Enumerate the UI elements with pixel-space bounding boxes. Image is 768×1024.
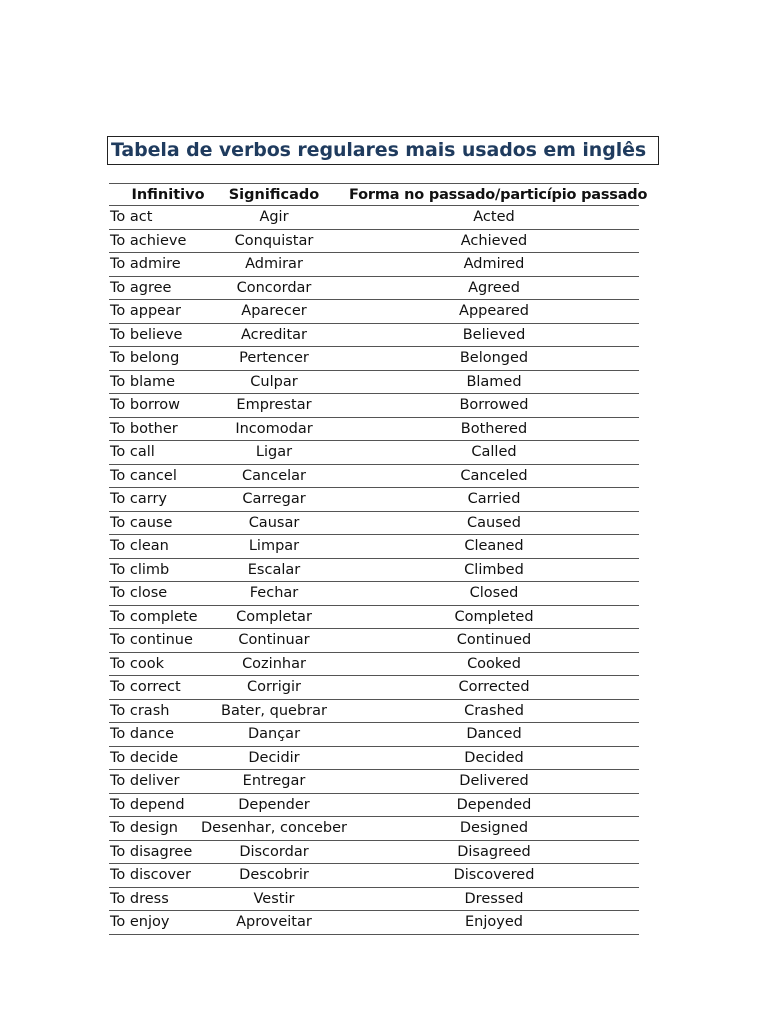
cell-meaning: Acreditar [241,326,307,343]
cell-meaning: Bater, quebrar [221,702,327,719]
cell-infinitive: To crash [110,702,170,719]
cell-meaning: Vestir [253,890,295,907]
cell-past-form: Blamed [466,373,522,390]
table-row [109,465,639,489]
table-header-row [109,183,648,206]
cell-infinitive: To admire [110,256,181,272]
table-row [109,206,639,230]
cell-infinitive: To borrow [110,397,181,413]
cell-infinitive: To design [110,820,178,836]
cell-meaning: Emprestar [236,397,312,413]
cell-infinitive: To appear [110,303,181,319]
cell-meaning: Concordar [236,279,312,296]
cell-infinitive: To depend [110,796,185,813]
cell-infinitive: To discover [110,867,191,883]
cell-past-form: Bothered [460,420,528,437]
cell-past-form: Believed [462,326,526,343]
cell-past-form: Depended [456,796,532,813]
cell-past-form: Cooked [467,655,521,672]
cell-meaning: Causar [248,514,300,531]
cell-past-form: Crashed [464,702,524,719]
cell-meaning: Completar [236,608,312,625]
table-row [109,676,639,700]
table-row [109,394,639,418]
cell-meaning: Aparecer [241,303,307,319]
cell-past-form: Borrowed [459,397,529,413]
cell-past-form: Discovered [453,867,535,883]
table-row [109,911,639,935]
table-row [109,841,639,865]
cell-infinitive: To continue [110,632,193,648]
cell-meaning: Ligar [255,444,293,460]
cell-infinitive: To carry [110,491,167,507]
table-row [109,277,639,301]
table-row [109,230,639,254]
table-row [109,582,639,606]
cell-infinitive: To call [110,444,155,460]
cell-meaning: Cozinhar [242,655,306,672]
cell-infinitive: To disagree [110,843,193,860]
cell-past-form: Danced [466,726,522,742]
cell-meaning: Continuar [238,632,310,648]
cell-past-form: Decided [464,749,524,766]
cell-meaning: Decidir [248,749,300,766]
cell-infinitive: To dance [110,726,175,742]
cell-meaning: Descobrir [239,867,309,883]
cell-past-form: Corrected [458,679,530,695]
table-row [109,441,639,465]
cell-past-form: Dressed [464,890,524,907]
header-infinitive: Infinitivo [131,187,205,203]
cell-infinitive: To dress [110,890,169,907]
cell-infinitive: To cause [110,514,173,531]
cell-infinitive: To correct [110,679,181,695]
cell-infinitive: To cook [110,655,164,672]
cell-infinitive: To blame [110,373,176,390]
table-row [109,488,639,512]
cell-infinitive: To enjoy [110,914,170,930]
table-row [109,371,639,395]
cell-meaning: Admirar [245,256,303,272]
cell-meaning: Fechar [249,585,299,601]
cell-meaning: Carregar [242,491,306,507]
table-row [109,747,639,771]
cell-past-form: Admired [463,256,525,272]
cell-meaning: Limpar [248,538,300,554]
cell-past-form: Canceled [460,467,528,484]
cell-meaning: Escalar [247,561,301,578]
cell-infinitive: To believe [110,326,183,343]
table-row [109,300,639,324]
verbs-table [109,183,648,935]
title-box [107,136,659,165]
cell-past-form: Disagreed [457,843,531,860]
cell-past-form: Achieved [460,232,528,249]
cell-past-form: Belonged [459,350,529,366]
cell-meaning: Depender [238,796,310,813]
cell-meaning: Entregar [242,773,306,789]
cell-past-form: Climbed [464,561,524,578]
cell-past-form: Enjoyed [465,914,523,930]
cell-meaning: Cancelar [242,467,306,484]
cell-infinitive: To complete [110,608,198,625]
table-row [109,723,639,747]
table-row [109,347,639,371]
cell-meaning: Desenhar, conceber [200,820,348,836]
cell-meaning: Aproveitar [236,914,312,930]
cell-infinitive: To climb [110,561,170,578]
cell-past-form: Completed [454,608,534,625]
header-meaning: Significado [228,187,320,203]
table-row [109,629,639,653]
cell-past-form: Carried [467,491,521,507]
table-row [109,700,639,724]
cell-past-form: Designed [459,820,529,836]
cell-past-form: Called [471,444,517,460]
cell-infinitive: To clean [110,538,169,554]
cell-infinitive: To decide [110,749,179,766]
cell-infinitive: To achieve [110,232,187,249]
cell-meaning: Discordar [239,843,309,860]
table-row [109,535,639,559]
cell-past-form: Cleaned [464,538,524,554]
table-row [109,888,639,912]
document-title: Tabela de verbos regulares mais usados em inglês [111,139,647,161]
cell-meaning: Dançar [247,726,301,742]
cell-past-form: Caused [467,514,521,531]
table-row [109,653,639,677]
cell-meaning: Agir [259,209,289,225]
table-row [109,864,639,888]
table-row [109,817,639,841]
cell-infinitive: To bother [110,420,178,437]
cell-past-form: Agreed [468,279,520,296]
table-row [109,770,639,794]
table-row [109,794,639,818]
cell-past-form: Continued [456,632,532,648]
cell-past-form: Delivered [459,773,529,789]
cell-infinitive: To act [110,209,153,225]
cell-meaning: Pertencer [239,350,309,366]
cell-infinitive: To belong [110,350,180,366]
table-row [109,418,639,442]
cell-meaning: Conquistar [234,232,314,249]
table-row [109,606,639,630]
cell-past-form: Acted [473,209,515,225]
cell-past-form: Closed [469,585,519,601]
cell-past-form: Appeared [459,303,529,319]
table-body [109,206,639,935]
cell-infinitive: To agree [110,279,172,296]
table-row [109,253,639,277]
cell-infinitive: To close [110,585,168,601]
cell-meaning: Incomodar [235,420,313,437]
cell-infinitive: To cancel [110,467,177,484]
header-past-form: Forma no passado/particípio passado [349,187,648,203]
table-row [109,559,639,583]
cell-infinitive: To deliver [110,773,180,789]
table-row [109,512,639,536]
table-row [109,324,639,348]
cell-meaning: Culpar [250,373,298,390]
cell-meaning: Corrigir [247,679,301,695]
